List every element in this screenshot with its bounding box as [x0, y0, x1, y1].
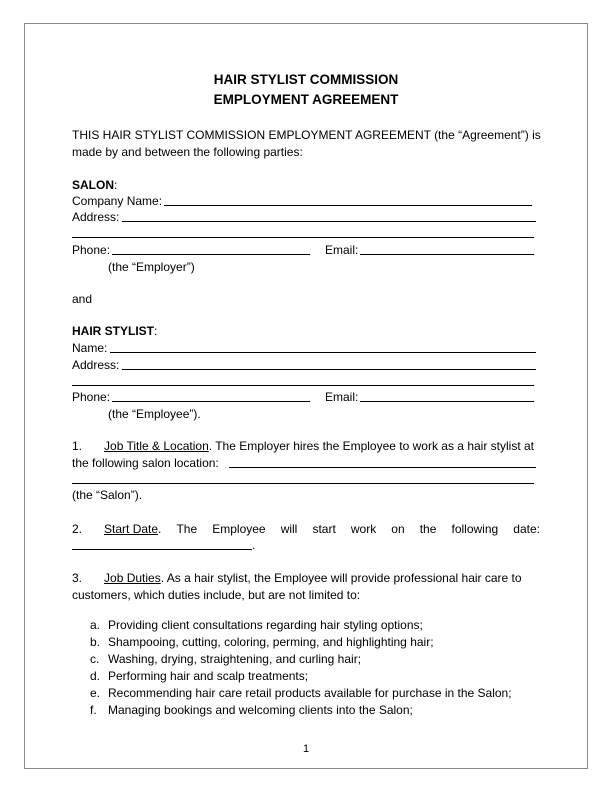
stylist-address-field-2[interactable]	[72, 385, 534, 386]
stylist-email-field[interactable]	[360, 401, 534, 402]
start-date-field[interactable]	[72, 549, 252, 550]
section1-line3: (the “Salon”).	[72, 488, 143, 502]
section2-line1: 2. Start Date. The Employee will start work on the following date:	[72, 522, 540, 536]
salon-location-field-2[interactable]	[72, 483, 534, 484]
stylist-heading: HAIR STYLIST:	[72, 324, 158, 338]
stylist-name-label: Name:	[72, 341, 108, 355]
list-item: d. Performing hair and scalp treatments;	[90, 669, 309, 683]
list-item: f. Managing bookings and welcoming clients into the Salon;	[90, 703, 413, 717]
stylist-address-label: Address:	[72, 358, 120, 372]
intro-line1: THIS HAIR STYLIST COMMISSION EMPLOYMENT AGREEMENT (the “Agreement”) is	[72, 128, 541, 142]
section1-line1: 1. Job Title & Location. The Employer hires the Employee to work as a hair stylist at	[72, 439, 534, 453]
intro-line2: made by and between the following parties:	[72, 145, 303, 159]
stylist-phone-field[interactable]	[112, 401, 310, 402]
section3-heading: Job Duties	[104, 571, 161, 585]
section2-end: .	[252, 538, 256, 552]
document-title-line1: HAIR STYLIST COMMISSION	[213, 72, 399, 87]
and-text: and	[72, 292, 93, 306]
document-title-line2: EMPLOYMENT AGREEMENT	[213, 92, 399, 107]
salon-address-label: Address:	[72, 210, 120, 224]
salon-phone-label: Phone:	[72, 243, 111, 257]
stylist-email-label: Email:	[325, 390, 359, 404]
salon-email-field[interactable]	[360, 254, 534, 255]
salon-location-field-1[interactable]	[229, 467, 536, 468]
employer-role: (the “Employer”)	[108, 260, 195, 274]
stylist-name-field[interactable]	[110, 352, 536, 353]
employee-role: (the “Employee”).	[108, 407, 201, 421]
section3-line2: customers, which duties include, but are not limited to:	[72, 588, 361, 602]
company-name-field[interactable]	[164, 205, 532, 206]
salon-address-field-1[interactable]	[122, 221, 536, 222]
list-item: a. Providing client consultations regarding hair styling options;	[90, 618, 423, 632]
company-name-label: Company Name:	[72, 194, 163, 208]
salon-heading: SALON:	[72, 178, 118, 192]
salon-email-label: Email:	[325, 243, 359, 257]
salon-phone-field[interactable]	[112, 254, 310, 255]
list-item: b. Shampooing, cutting, coloring, perming, and highlighting hair;	[90, 635, 434, 649]
salon-address-field-2[interactable]	[72, 237, 534, 238]
stylist-phone-label: Phone:	[72, 390, 111, 404]
section1-line2: the following salon location:	[72, 456, 219, 470]
section2-heading: Start Date	[104, 522, 159, 536]
page-number: 1	[302, 743, 310, 755]
list-item: e. Recommending hair care retail products available for purchase in the Salon;	[90, 686, 512, 700]
section3-line1: 3. Job Duties. As a hair stylist, the Employee will provide professional hair care to	[72, 571, 522, 585]
stylist-address-field-1[interactable]	[122, 369, 536, 370]
section1-heading: Job Title & Location	[104, 439, 209, 453]
list-item: c. Washing, drying, straightening, and curling hair;	[90, 652, 362, 666]
